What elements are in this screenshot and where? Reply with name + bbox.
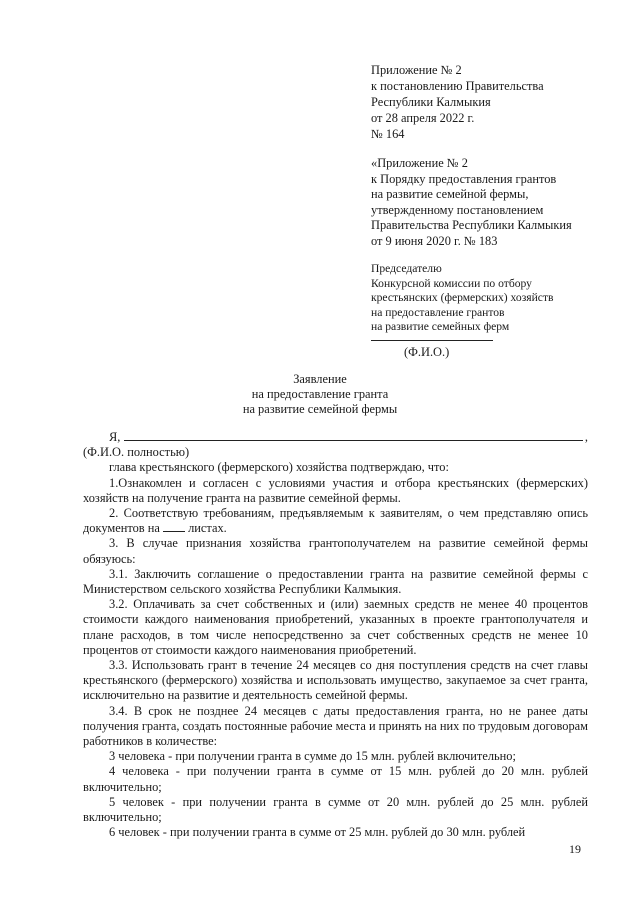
annex-header: [371, 62, 544, 142]
applicant-name-blank: [124, 439, 583, 441]
annex-line: Приложение № 2: [371, 63, 462, 77]
applicant-prefix: Я,: [109, 430, 121, 444]
addressee-line: на предоставление грантов: [371, 305, 505, 319]
annex-line: от 28 апреля 2022 г.: [371, 111, 475, 125]
annex-inner-line: утвержденному постановлением: [371, 202, 544, 217]
addressee-line: крестьянских (фермерских) хозяйств: [371, 291, 554, 304]
title-line: на развитие семейной фермы: [242, 402, 398, 416]
paragraph-3-3: 3.3. Использовать грант в течение 24 месяцев со дня поступления средств на счет главы крестьянского (фермерского) хозяйства и использовать имущество, закупаемое за счет гранта, исключительно на развитие и деятельность семейной фермы.: [83, 658, 588, 703]
annex-line: № 164: [371, 127, 405, 141]
paragraph-3-4: 3.4. В срок не позднее 24 месяцев с даты предоставления гранта, но не ранее даты получения гранта, создать постоянные рабочие места и принять на них по трудовым договорам работников в количестве:: [83, 703, 588, 749]
paragraph-3: 3. В случае признания хозяйства грантополучателем на развитие семейной фермы обязуюсь:: [83, 536, 588, 566]
head-line: глава крестьянского (фермерского) хозяйства подтверждаю, что:: [109, 460, 449, 475]
annex-inner-line: на развитие семейной фермы,: [371, 187, 529, 201]
addressee-fio-caption: (Ф.И.О.): [404, 345, 450, 359]
title-line: Заявление: [293, 372, 347, 386]
list-item: 4 человека - при получении гранта в сумме от 15 млн. рублей до 20 млн. рублей включительно;: [83, 764, 588, 794]
annex-line: Республики Калмыкия: [371, 95, 491, 109]
annex-inner-line: «Приложение № 2: [371, 156, 468, 170]
page-number: 19: [569, 842, 581, 856]
paragraph-1: 1.Ознакомлен и согласен с условиями участия и отбора крестьянских (фермерских) хозяйств на получение гранта на развитие семейной фермы.: [83, 475, 588, 505]
list-item: 6 человек - при получении гранта в сумме от 25 млн. рублей до 30 млн. рублей: [109, 825, 526, 840]
paragraph-3-1: 3.1. Заключить соглашение о предоставлении гранта на развитие семейной фермы с Министерством сельского хозяйства Республики Калмыкия.: [83, 566, 588, 597]
annex-inner-line: к Порядку предоставления грантов: [371, 171, 557, 186]
document-body: [83, 430, 588, 840]
annex-inner-line: Правительства Республики Калмыкия: [371, 218, 572, 232]
list-item: 3 человека - при получении гранта в сумме до 15 млн. рублей включительно;: [109, 749, 516, 764]
paragraph-2-text: 2. Соответствую требованиям, предъявляемым к заявителям, о чем представляю опись документов на: [83, 506, 588, 536]
paragraph-2: [83, 506, 588, 536]
addressee-signature-line: [371, 340, 493, 341]
addressee-line: на развитие семейных ферм: [371, 320, 510, 333]
addressee-line: Председателю: [371, 262, 442, 275]
addressee-block: [371, 262, 554, 335]
paragraph-2-suffix: листах.: [188, 521, 227, 536]
annex-line: к постановлению Правительства: [371, 79, 544, 93]
paragraph-3-2: 3.2. Оплачивать за счет собственных и (или) заемных средств не менее 40 процентов стоимости каждого наименования приобретений, указанных в проекте грантополучателя и плане расходов, в том числе непосредственно за счет собственных средств не менее 10 процентов от стоимости каждого наименования приобретений.: [83, 597, 588, 657]
document-title: [0, 372, 640, 417]
list-item: 5 человек - при получении гранта в сумме от 20 млн. рублей до 25 млн. рублей включительно;: [83, 794, 588, 825]
annex-inner-header: [371, 156, 572, 249]
sheets-count-blank: [163, 522, 185, 532]
title-line: на предоставление гранта: [251, 387, 389, 401]
addressee-line: Конкурсной комиссии по отбору: [371, 276, 532, 290]
applicant-line: [83, 430, 588, 445]
annex-inner-line: от 9 июня 2020 г. № 183: [371, 233, 498, 248]
fio-full-caption: (Ф.И.О. полностью): [83, 445, 190, 460]
applicant-suffix: ,: [584, 430, 588, 444]
